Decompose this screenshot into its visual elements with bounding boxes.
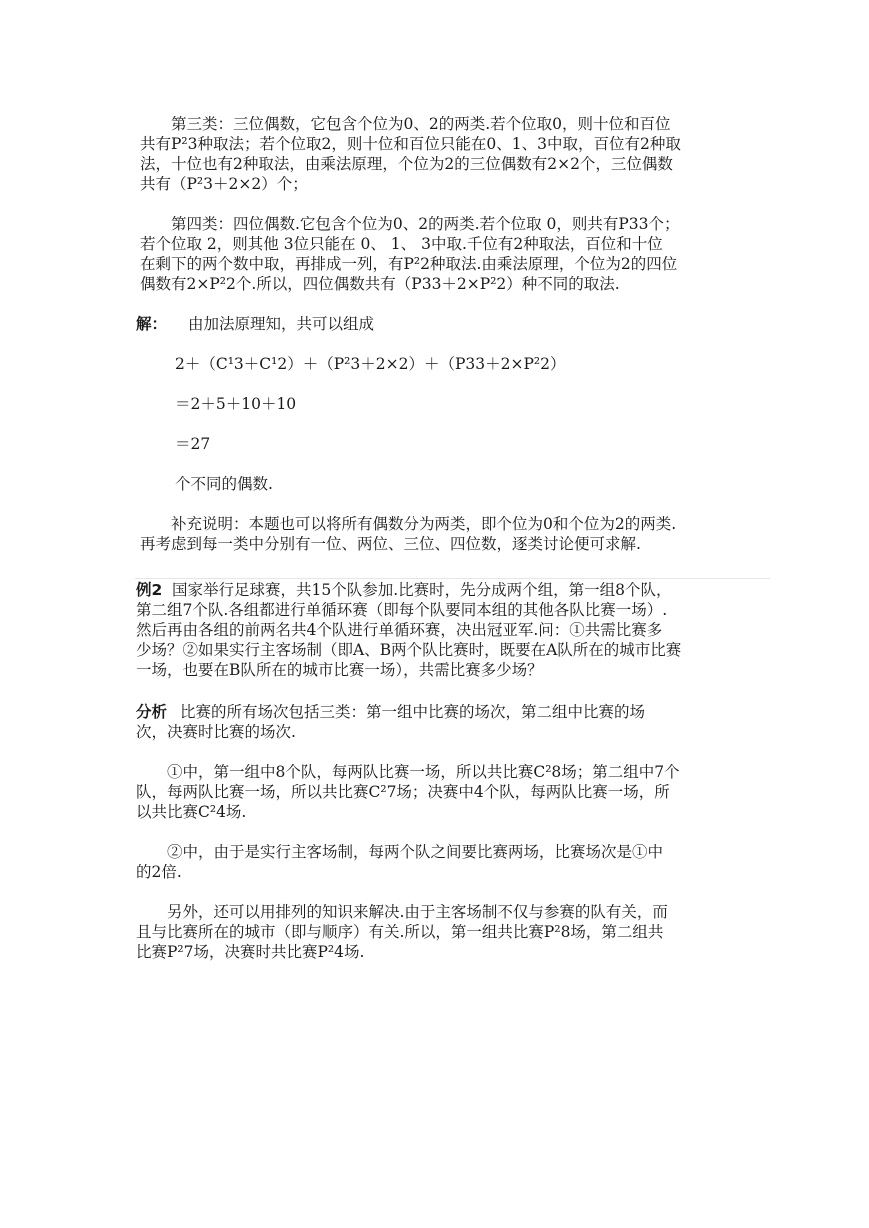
formula-line: 2＋（C¹3＋C¹2）＋（P²3＋2×2）＋（P33＋2×P²2） bbox=[175, 355, 566, 373]
text-line: 队，每两队比赛一场，所以共比赛C²7场；决赛中4个队，每两队比赛一场，所 bbox=[136, 783, 670, 801]
text-line: ②中，由于是实行主客场制，每两个队之间要比赛两场，比赛场次是①中 bbox=[136, 843, 664, 861]
text-line: 由加法原理知，共可以组成 bbox=[188, 315, 375, 333]
text-line: 共有P²3种取法；若个位取2，则十位和百位只能在0、1、3中取，百位有2种取 bbox=[140, 135, 681, 153]
text-line: 国家举行足球赛，共15个队参加.比赛时，先分成两个组，第一组8个队， bbox=[172, 581, 672, 599]
text-line: 少场？②如果实行主客场制（即A、B两个队比赛时，既要在A队所在的城市比赛 bbox=[136, 641, 682, 659]
text-line: 共有（P²3＋2×2）个； bbox=[140, 175, 308, 193]
section-divider bbox=[135, 578, 770, 579]
text-line: ①中，第一组中8个队，每两队比赛一场，所以共比赛C²8场；第二组中7个 bbox=[136, 763, 680, 781]
text-line: 若个位取 2，则其他 3位只能在 0、 1、 3中取.千位有2种取法，百位和十位 bbox=[140, 235, 663, 253]
text-line: 个不同的偶数. bbox=[175, 475, 273, 493]
text-line: 补充说明：本题也可以将所有偶数分为两类，即个位为0和个位为2的两类. bbox=[140, 515, 677, 533]
text-line: 另外，还可以用排列的知识来解决.由于主客场制不仅与参赛的队有关，而 bbox=[136, 903, 668, 921]
text-line: 以共比赛C²4场. bbox=[136, 803, 247, 821]
text-line: 比赛P²7场，决赛时共比赛P²4场. bbox=[136, 943, 365, 961]
text-line: 再考虑到每一类中分别有一位、两位、三位、四位数，逐类讨论便可求解. bbox=[140, 535, 641, 553]
text-line: 第三类：三位偶数，它包含个位为0、2的两类.若个位取0，则十位和百位 bbox=[140, 115, 671, 133]
formula-line: ＝27 bbox=[175, 435, 211, 453]
text-line: 然后再由各组的前两名共4个队进行单循环赛，决出冠亚军.问：①共需比赛多 bbox=[136, 621, 663, 639]
analysis-label: 分析 bbox=[136, 703, 168, 721]
text-line: 法，十位也有2种取法，由乘法原理，个位为2的三位偶数有2×2个，三位偶数 bbox=[140, 155, 673, 173]
solution-label: 解： bbox=[136, 315, 168, 333]
example-label: 例2 bbox=[136, 581, 163, 599]
text-line: 一场，也要在B队所在的城市比赛一场），共需比赛多少场？ bbox=[136, 661, 543, 679]
text-line: 偶数有2×P²2个.所以，四位偶数共有（P33＋2×P²2）种不同的取法. bbox=[140, 275, 620, 293]
text-line: 且与比赛所在的城市（即与顺序）有关.所以，第一组共比赛P²8场，第二组共 bbox=[136, 923, 664, 941]
text-line: 的2倍. bbox=[136, 863, 182, 881]
text-line: 第四类：四位偶数.它包含个位为0、2的两类.若个位取 0，则共有P33个； bbox=[140, 215, 680, 233]
text-line: 次，决赛时比赛的场次. bbox=[136, 723, 296, 741]
text-line: 第二组7个队.各组都进行单循环赛（即每个队要同本组的其他各队比赛一场）. bbox=[136, 601, 668, 619]
text-line: 在剩下的两个数中取，再排成一列，有P²2种取法.由乘法原理，个位为2的四位 bbox=[140, 255, 678, 273]
text-line: 比赛的所有场次包括三类：第一组中比赛的场次，第二组中比赛的场 bbox=[180, 703, 646, 721]
formula-line: ＝2＋5＋10＋10 bbox=[175, 395, 297, 413]
